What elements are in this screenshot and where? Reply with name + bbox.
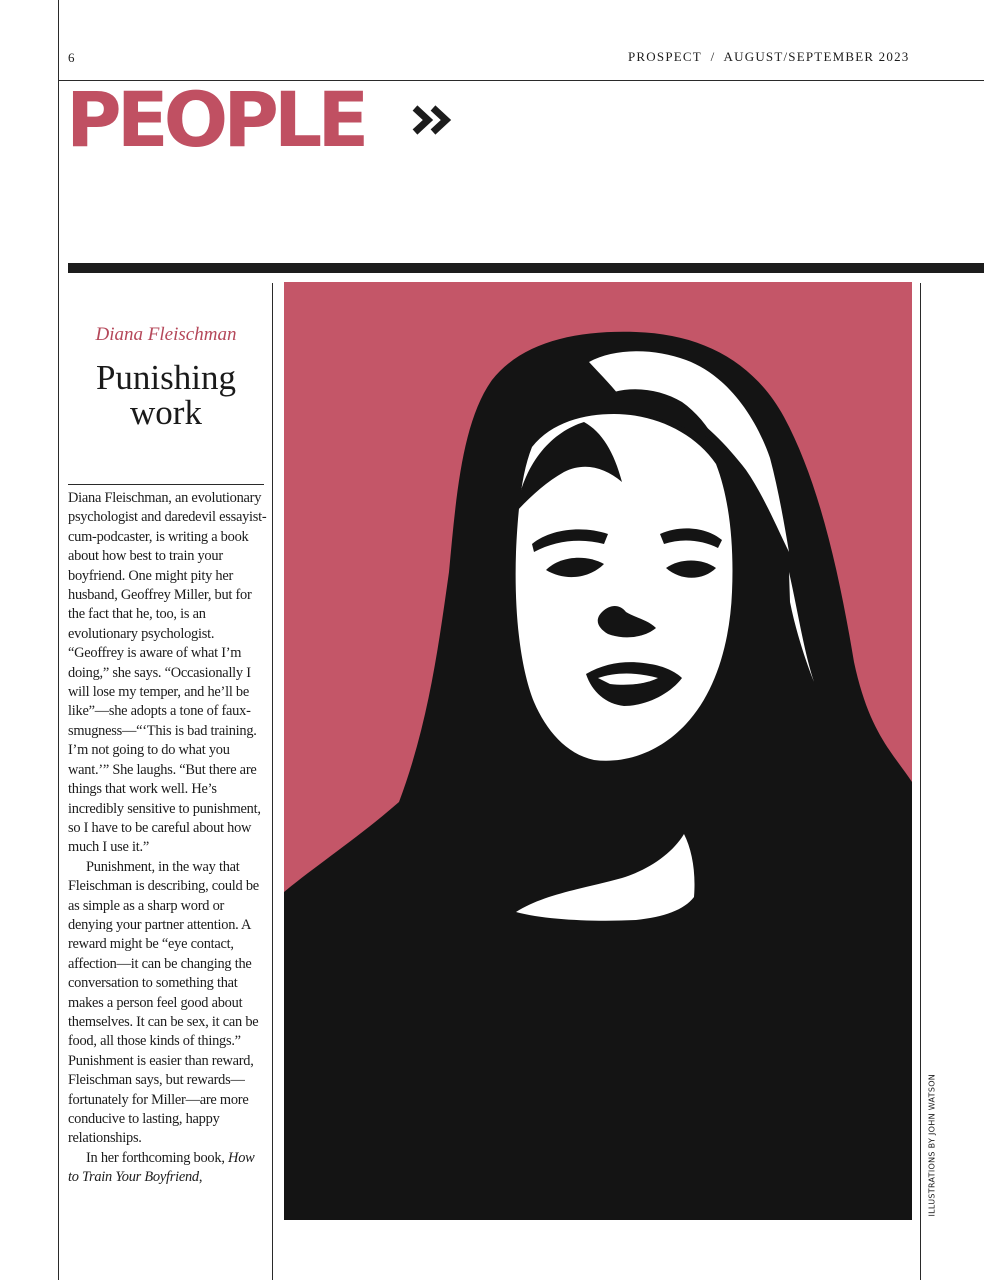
section-divider-bar <box>68 263 984 273</box>
headline-line-1: Punishing <box>95 358 237 397</box>
article-byline: Diana Fleischman <box>95 324 237 345</box>
portrait-illustration <box>284 282 912 1220</box>
section-title: PEOPLE <box>66 75 365 164</box>
body-paragraph-3 <box>68 1149 268 1188</box>
left-margin-rule <box>58 0 59 1280</box>
book-title-trailing: , <box>198 1169 203 1186</box>
paragraph-lead: In her forthcoming book, <box>86 1149 225 1166</box>
book-title: How to Train Your Boyfriend <box>68 1149 255 1186</box>
headline-line-2: work <box>130 393 202 432</box>
article-body <box>68 489 268 1188</box>
column-rule <box>272 283 273 1280</box>
page-number: 6 <box>68 50 75 65</box>
running-head: PROSPECT / AUGUST/SEPTEMBER 2023 <box>628 49 910 64</box>
body-paragraph-1: Diana Fleischman, an evolutionary psychologist and daredevil essayist-cum-podcaster, is writing a book about how best to train your boyfriend. One might pity her husband, Geoffrey Miller, but for the fact that he, too, is an evolutionary psychologist. “Geoffrey is aware of what I’m doing,” she says. “Occasionally I will lose my temper, and he’ll be like”—she adopts a tone of faux-smugness—“‘This is bad training. I’m not going to do what you want.’” She laughs. “But there are things that work well. He’s incredibly sensitive to punishment, so I have to be careful about how much I use it.” <box>68 490 267 856</box>
double-chevron-right-icon <box>410 102 456 138</box>
headline-rule <box>68 484 264 485</box>
right-margin-rule <box>920 283 921 1280</box>
body-paragraph-2: Punishment, in the way that Fleischman is describing, could be as simple as a sharp word or denying your partner attention. A reward might be “eye contact, affection—it can be changing the conversation to something that makes a person feel good about themselves. It can be sex, it can be food, all those kinds of things.” Punishment is easier than reward, Fleischman says, but rewards—fortunately for Miller—are more conducive to lasting, happy relationships. <box>68 858 259 1147</box>
illustration-credit-text: ILLUSTRATIONS BY JOHN WATSON <box>927 1073 937 1217</box>
article-headline <box>68 360 264 430</box>
illustration-credit <box>922 1073 938 1220</box>
